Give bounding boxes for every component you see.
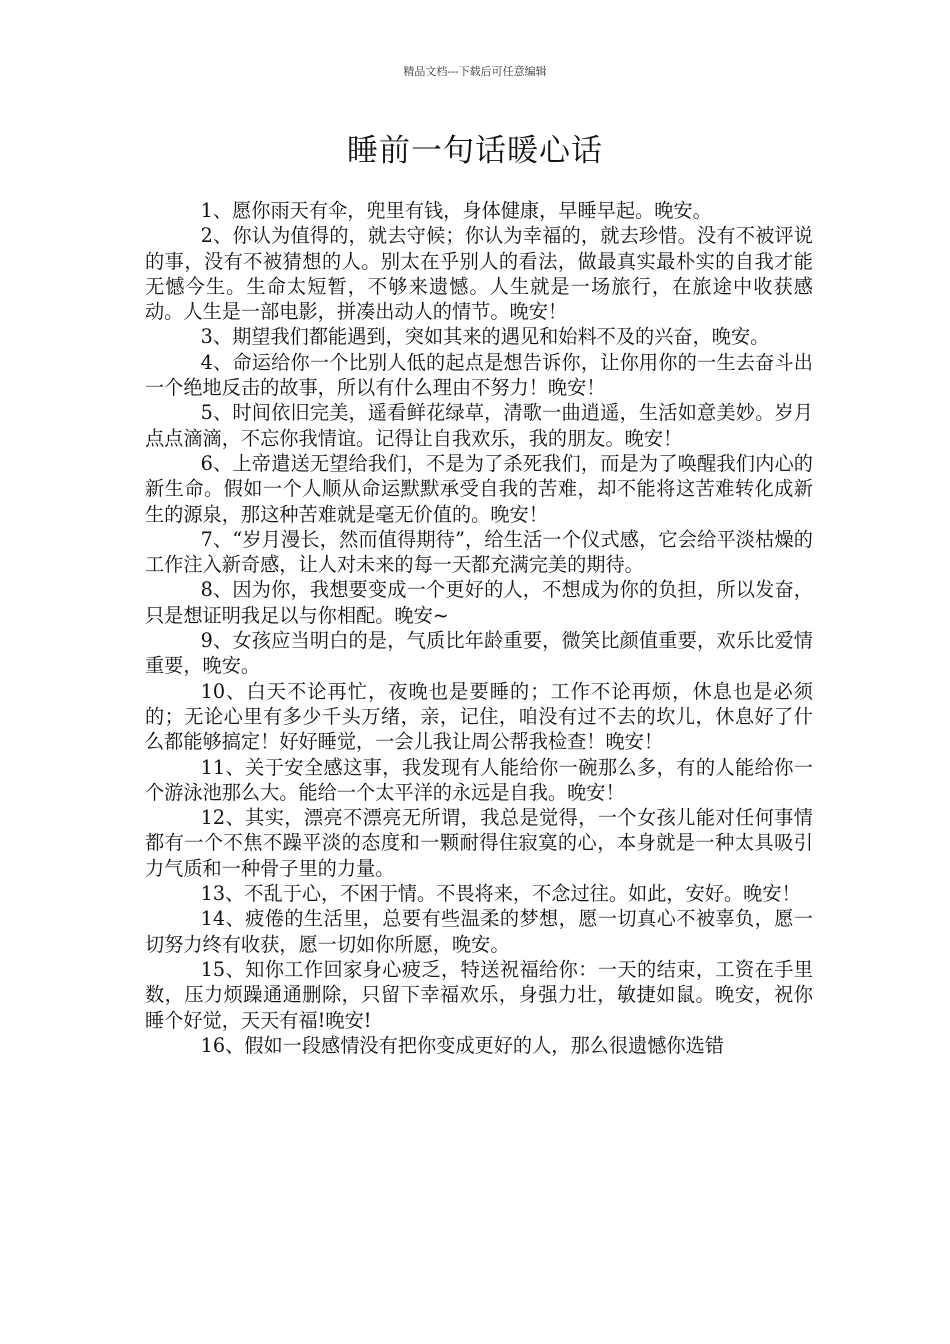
paragraph-12: 12、其实，漂亮不漂亮无所谓，我总是觉得，一个女孩儿能对任何事情都有一个不焦不躁平淡的态度和一颗耐得住寂寞的心，本身就是一种太具吸引力气质和一种骨子里的力量。 (145, 806, 813, 880)
paragraph-7: 7、“岁月漫长，然而值得期待”，给生活一个仪式感，它会给平淡枯燥的工作注入新奇感，让人对未来的每一天都充满完美的期待。 (145, 527, 813, 577)
paragraph-9: 9、女孩应当明白的是，气质比年龄重要，微笑比颜值重要，欢乐比爱情重要，晚安。 (145, 629, 813, 678)
paragraph-11: 11、关于安全感这事，我发现有人能给你一碗那么多，有的人能给你一个游泳池那么大。能给一个太平洋的永远是自我。晚安！ (145, 755, 813, 804)
paragraph-2: 2、你认为值得的，就去守候；你认为幸福的，就去珍惜。没有不被评说的事，没有不被猜想的人。别太在乎别人的看法，做最真实最朴实的自我才能无憾今生。生命太短暂，不够来遗憾。人生就是一场旅行，在旅途中收获感动。人生是一部电影，拼凑出动人的情节。晚安！ (145, 224, 813, 324)
paragraph-1: 1、愿你雨天有伞，兜里有钱，身体健康，早睡早起。晚安。 (200, 199, 712, 222)
paragraph-10: 10、白天不论再忙，夜晚也是要睡的；工作不论再烦，休息也是必须的；无论心里有多少千头万绪，亲，记住，咱没有过不去的坎儿，休息好了什么都能够搞定！好好睡觉，一会儿我让周公帮我检查！晚安！ (145, 679, 813, 754)
paragraph-6: 6、上帝遣送无望给我们，不是为了杀死我们，而是为了唤醒我们内心的新生命。假如一个人顺从命运默默承受自我的苦难，却不能将这苦难转化成新生的源泉，那这种苦难就是毫无价值的。晚安！ (145, 451, 813, 526)
paragraph-16: 16、假如一段感情没有把你变成更好的人，那么很遗憾你选错 (200, 1033, 724, 1057)
paragraph-15: 15、知你工作回家身心疲乏，特送祝福给你：一天的结束，工资在手里数，压力烦躁通通删除，只留下幸福欢乐，身强力壮，敏捷如鼠。晚安，祝你睡个好觉，天天有福!晚安! (145, 957, 813, 1032)
paragraph-4: 4、命运给你一个比别人低的起点是想告诉你，让你用你的一生去奋斗出一个绝地反击的故事，所以有什么理由不努力！晚安！ (145, 350, 813, 400)
paragraph-13: 13、不乱于心，不困于情。不畏将来，不念过往。如此，安好。晚安！ (200, 882, 801, 906)
paragraph-14: 14、疲倦的生活里，总要有些温柔的梦想，愿一切真心不被辜负，愿一切努力终有收获，愿一切如你所愿，晚安。 (145, 907, 813, 956)
paragraph-5: 5、时间依旧完美，遥看鲜花绿草，清歌一曲逍遥，生活如意美妙。岁月点点滴滴，不忘你我情谊。记得让自我欢乐，我的朋友。晚安！ (145, 401, 813, 450)
document-title: 睡前一句话暖心话 (347, 133, 603, 169)
header-note: 精品文档---下载后可任意编辑 (403, 65, 547, 78)
paragraph-8: 8、因为你，我想要变成一个更好的人，不想成为你的负担，所以发奋，只是想证明我足以与你相配。晚安~ (145, 578, 813, 627)
paragraph-3: 3、期望我们都能遇到，突如其来的遇见和始料不及的兴奋，晚安。 (200, 325, 770, 349)
document-body (145, 198, 813, 1058)
